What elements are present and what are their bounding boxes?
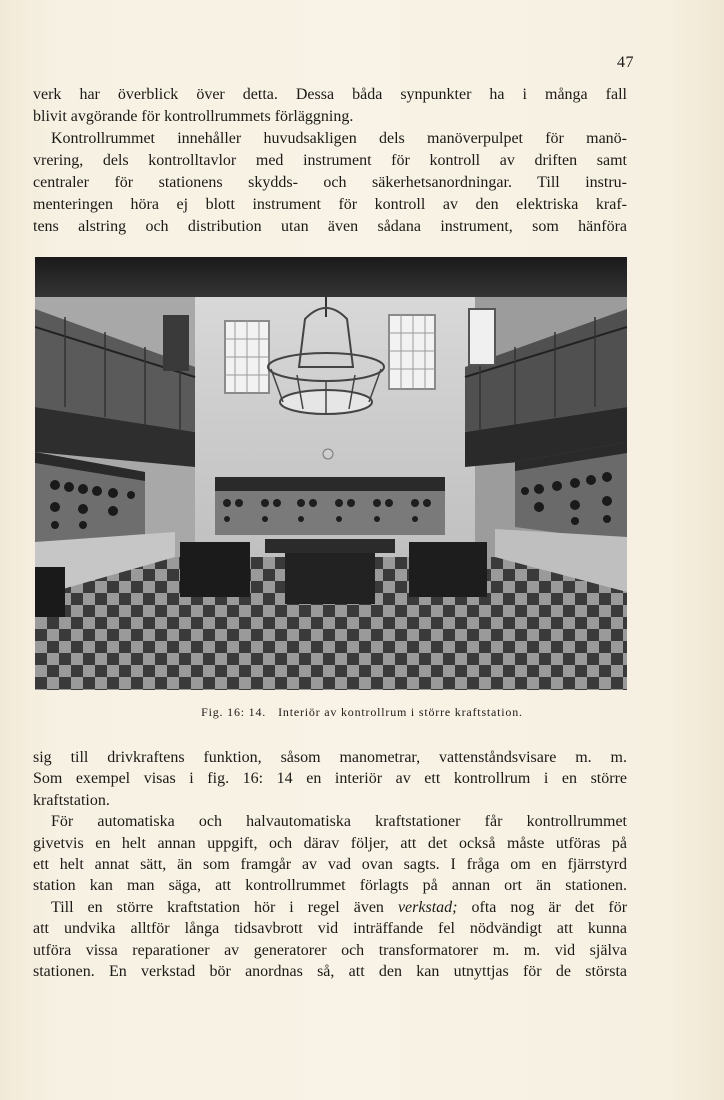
figure-caption-text: Interiör av kontrollrum i större kraftstation. bbox=[278, 705, 523, 719]
page-number: 47 bbox=[617, 54, 634, 71]
control-room-photo bbox=[35, 257, 627, 690]
text-line: ett helt annat sätt, än som framgår av vad ovan sagts. I fråga om en fjärrstyrd bbox=[33, 855, 627, 873]
text-line: För automatiska och halvautomatiska kraftstationer får kontrollrummet bbox=[51, 813, 627, 831]
text-line: tens alstring och distribution utan även sådana instrument, som hänföra bbox=[33, 218, 627, 235]
text-line: att undvika alltför långa tidsavbrott vid inträffande fel nödvändigt att kunna bbox=[33, 920, 627, 938]
text-line: vrering, dels kontrolltavlor med instrument för kontroll av driften samt bbox=[33, 152, 627, 169]
text-line: kraftstation. bbox=[33, 791, 110, 809]
text-line: utföra vissa reparationer av generatorer och transformatorer m. m. vid själva bbox=[33, 941, 627, 959]
text-line: Som exempel visas i fig. 16: 14 en interiör av ett kontrollrum i en större bbox=[33, 770, 627, 788]
text-line: centraler för stationens skydds- och säkerhetsanordningar. Till instru- bbox=[33, 174, 627, 191]
text-segment: ofta nog är det för bbox=[471, 898, 628, 916]
text-segment: Till en större kraftstation hör i regel även bbox=[51, 898, 384, 916]
bottom-paragraph bbox=[33, 747, 627, 982]
figure-label: Fig. 16: 14. bbox=[201, 705, 267, 719]
text-line: verk har överblick över detta. Dessa båda synpunkter ha i många fall bbox=[33, 86, 627, 103]
text-line: menteringen höra ej blott instrument för kontroll av den elektriska kraf- bbox=[33, 196, 627, 213]
text-line: station kan man säga, att kontrollrummet förlagts på annan ort än stationen. bbox=[33, 877, 627, 895]
figure-caption bbox=[0, 705, 724, 720]
text-line: stationen. En verkstad bör anordnas så, att den kan utnyttjas för de största bbox=[33, 962, 627, 980]
text-line: sig till drivkraftens funktion, såsom manometrar, vattenståndsvisare m. m. bbox=[33, 749, 627, 766]
text-line: blivit avgörande för kontrollrummets förläggning. bbox=[33, 108, 354, 125]
text-line-mixed bbox=[33, 897, 627, 918]
text-line: givetvis en helt annan uppgift, och därav följer, att det också måste utföras på bbox=[33, 834, 627, 852]
italic-term: verkstad; bbox=[397, 898, 458, 916]
top-paragraph bbox=[33, 84, 627, 238]
text-line: Kontrollrummet innehåller huvudsakligen dels manöverpulpet för manö- bbox=[51, 130, 627, 147]
